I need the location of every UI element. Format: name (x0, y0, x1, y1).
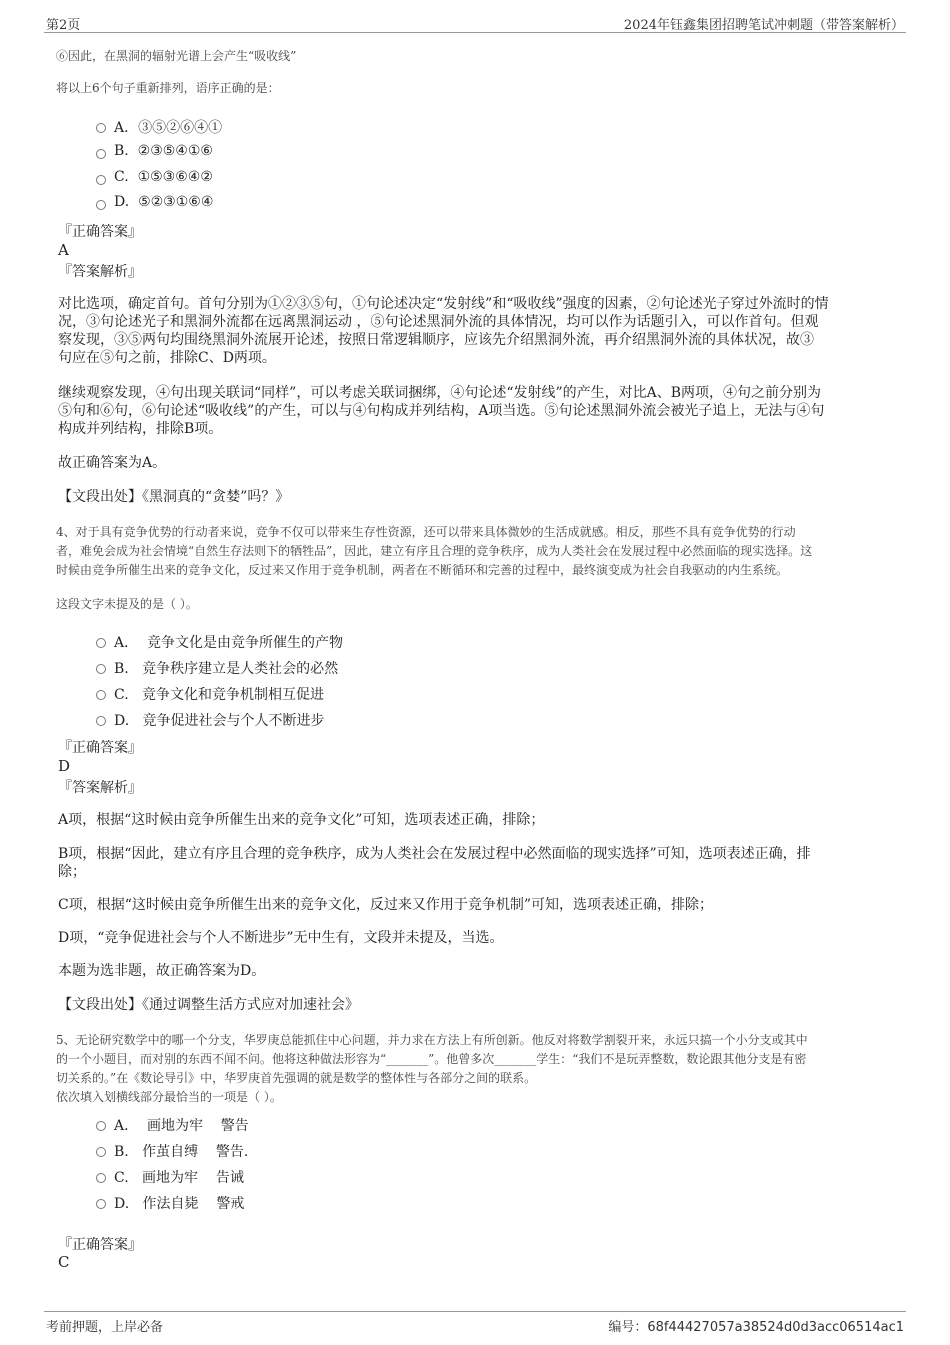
radio-icon[interactable] (96, 664, 106, 674)
code-label: 编号： (608, 1320, 648, 1335)
radio-icon[interactable] (96, 1121, 106, 1131)
q4-analysis-line: B项，根据“因此，建立有序且合理的竞争秩序，成为人类社会在发展过程中必然面临的现实选择”可知，选项表述正确，排 (58, 846, 811, 862)
q4-stem-line: 时候由竞争所催生出来的竞争文化，反过来又作用于竞争机制，两者在不断循环和完善的过程中，最终演变成为社会自我驱动的内生系统。 (56, 563, 789, 577)
radio-icon[interactable] (96, 175, 106, 185)
q3-analysis-label: 『答案解析』 (58, 264, 142, 280)
q3-analysis-line: 况，③句论述光子和黑洞外流都在远离黑洞运动 ，⑤句论述黑洞外流的具体情况，均可以作为话题引入，可以作首句。但观 (58, 314, 819, 330)
q3-analysis-line: 继续观察发现，④句出现关联词“同样”，可以考虑关联词捆绑，④句论述“发射线”的产生，对比A、B两项，④句之前分别为 (58, 385, 822, 401)
page-header (44, 12, 906, 33)
q4-stem-line: 者，难免会成为社会情境“自然生存法则下的牺牲品”，因此，建立有序且合理的竞争秩序，成为人类社会在发展过程中必然面临的现实选择。这 (56, 544, 813, 558)
q5-question: 依次填入划横线部分最恰当的一项是（ ）。 (56, 1090, 282, 1104)
q4-conclusion: 本题为选非题，故正确答案为D。 (58, 963, 266, 979)
radio-icon[interactable] (96, 638, 106, 648)
q4-analysis-label: 『答案解析』 (58, 780, 142, 796)
q3-analysis-line: ⑤句和⑥句，⑥句论述“吸收线”的产生，可以与④句构成并列结构，A项当选。⑤句论述黑洞外流会被光子追上，无法与④句 (58, 403, 825, 419)
q3-analysis-line: 察发现，③⑤两句均围绕黑洞外流展开论述，按照日常逻辑顺序，应该先介绍黑洞外流，再介绍黑洞外流的具体状况，故③ (58, 332, 814, 348)
radio-icon[interactable] (96, 716, 106, 726)
footer-slogan: 考前押题，上岸必备 (46, 1320, 164, 1335)
q3-conclusion: 故正确答案为A。 (58, 455, 167, 471)
q5-stem-line: 5、无论研究数学中的哪一个分支，华罗庚总能抓住中心问题，并力求在方法上有所创新。他反对将数学割裂开来，永远只搞一个小分支或其中 (56, 1033, 808, 1047)
code-value: 68f44427057a38524d0d3acc06514ac1 (647, 1320, 904, 1335)
document-title: 2024年钰鑫集团招聘笔试冲刺题（带答案解析） (623, 18, 904, 33)
q3-stem: 将以上6个句子重新排列，语序正确的是： (56, 81, 280, 95)
q3-analysis-line: 构成并列结构，排除B项。 (58, 421, 223, 437)
q4-stem-line: 4、对于具有竞争优势的行动者来说，竞争不仅可以带来生存性资源，还可以带来具体微妙的生活成就感。相反，那些不具有竞争优势的行动 (56, 525, 796, 539)
q4-analysis-line: A项，根据“这时候由竞争所催生出来的竞争文化”可知，选项表述正确，排除； (58, 812, 545, 828)
radio-icon[interactable] (96, 1147, 106, 1157)
q4-question: 这段文字未提及的是（ ）。 (56, 597, 198, 611)
radio-icon[interactable] (96, 1199, 106, 1209)
q5-answer: C (58, 1253, 70, 1271)
page-footer (44, 1311, 906, 1336)
q4-source: 【文段出处】《通过调整生活方式应对加速社会》 (58, 997, 359, 1013)
q4-answer: D (58, 757, 71, 775)
radio-icon[interactable] (96, 690, 106, 700)
radio-icon[interactable] (96, 123, 106, 133)
q4-analysis-line: C项，根据“这时候由竞争所催生出来的竞争文化，反过来又作用于竞争机制”可知，选项表述正确，排除； (58, 897, 714, 913)
radio-icon[interactable] (96, 149, 106, 159)
q5-stem-line: 切关系的。”在《数论导引》中，华罗庚首先强调的就是数学的整体性与各部分之间的联系。 (56, 1071, 537, 1085)
q3-analysis-line: 对比选项，确定首句。首句分别为①②③⑤句，①句论述决定“发射线”和“吸收线”强度的因素，②句论述光子穿过外流时的情 (58, 296, 829, 312)
q3-answer-label: 『正确答案』 (58, 224, 142, 240)
q4-analysis-line: D项，“竞争促进社会与个人不断进步”无中生有，文段并未提及，当选。 (58, 930, 504, 946)
page-number: 第2页 (46, 18, 81, 33)
document-code (608, 1316, 904, 1335)
q3-source: 【文段出处】《黑洞真的“贪婪”吗？》 (58, 489, 290, 505)
q5-stem-line: 的一个小题目，而对别的东西不闻不问。他将这种做法形容为“_______”。他曾多次_______学生：“我们不是玩弄整数，数论跟其他分支是有密 (56, 1052, 807, 1066)
radio-icon[interactable] (96, 200, 106, 210)
q4-answer-label: 『正确答案』 (58, 740, 142, 756)
q5-answer-label: 『正确答案』 (58, 1237, 142, 1253)
q4-analysis-line: 除； (58, 864, 86, 880)
q3-tail-sentence: ⑥因此，在黑洞的辐射光谱上会产生“吸收线” (56, 49, 297, 63)
q3-analysis-line: 句应在⑤句之前，排除C、D两项。 (58, 350, 276, 366)
q3-answer: A (58, 241, 69, 259)
radio-icon[interactable] (96, 1173, 106, 1183)
